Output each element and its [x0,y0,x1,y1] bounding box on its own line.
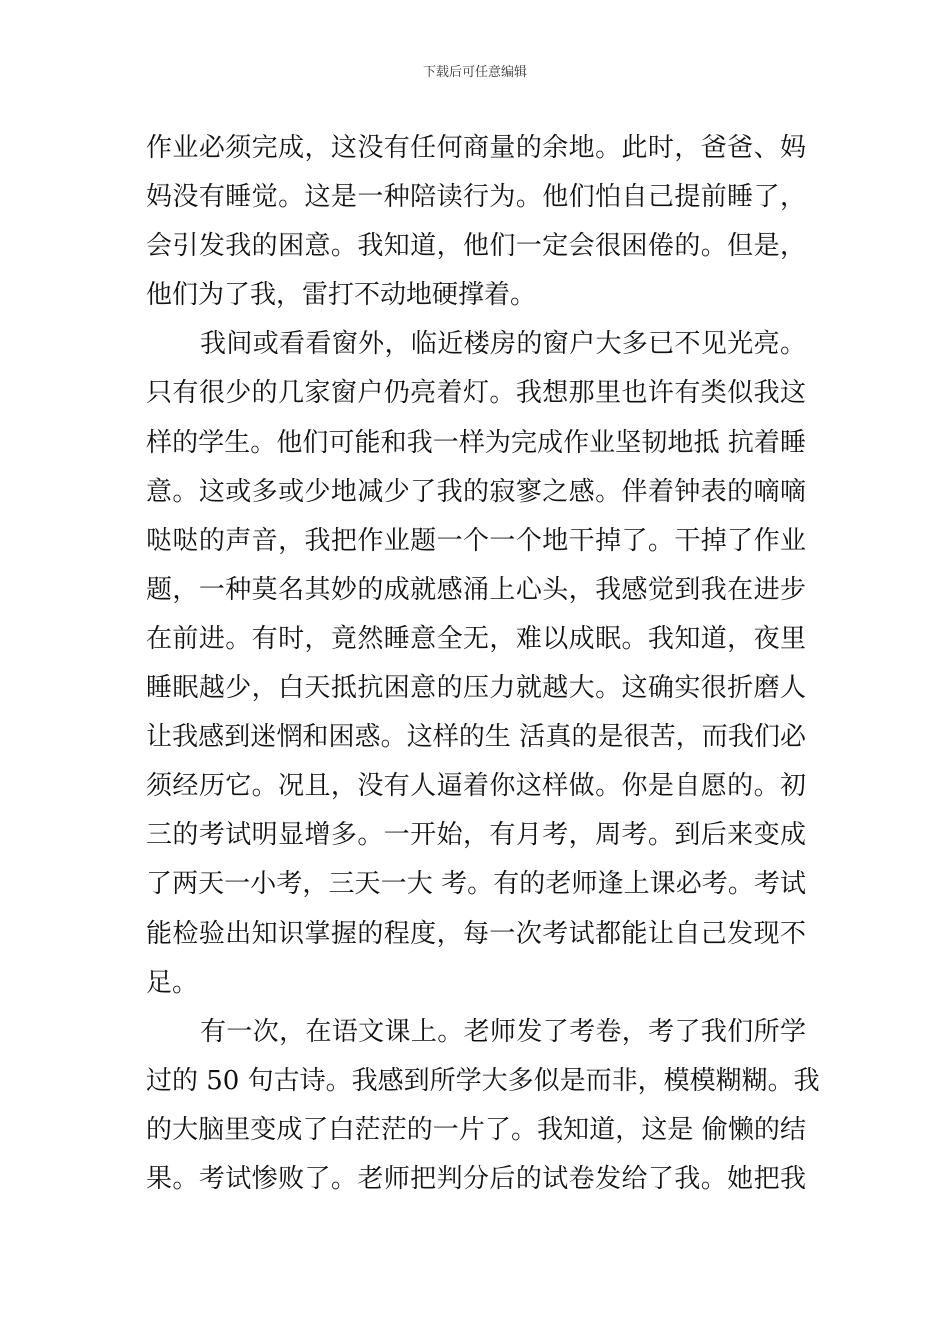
text-line: 三的考试明显增多。一开始，有月考，周考。到后来变成 [146,820,806,851]
text-line: 睡眠越少，白天抵抗困意的压力就越大。这确实很折磨人 [146,673,806,704]
text-line: 妈没有睡觉。这是一种陪读行为。他们怕自己提前睡了， [146,182,806,213]
paragraph-2 [146,320,806,1007]
text-line: 足。 [146,967,199,998]
paragraph-1 [146,124,806,320]
text-line: 了两天一小考，三天一大 考。有的老师逢上课必考。考试 [146,869,806,900]
text-line: 在前进。有时，竟然睡意全无，难以成眠。我知道，夜里 [146,623,806,654]
document-body [146,124,820,1204]
text-line: 的大脑里变成了白茫茫的一片了。我知道，这是 偷懒的结 [146,1114,806,1145]
text-line: 果。考试惨败了。老师把判分后的试卷发给了我。她把我 [146,1163,806,1194]
text-line: 样的学生。他们可能和我一样为完成作业坚韧地抵 抗着睡 [146,427,806,458]
page-header: 下载后可任意编辑 [422,65,527,80]
text-line: 我间或看看窗外，临近楼房的窗户大多已不见光亮。 [200,329,806,360]
text-line: 意。这或多或少地减少了我的寂寥之感。伴着钟表的嘀嘀 [146,476,806,507]
text-line: 能检验出知识掌握的程度，每一次考试都能让自己发现不 [146,918,806,949]
text-line: 须经历它。况且，没有人逼着你这样做。你是自愿的。初 [146,771,806,802]
text-line: 有一次，在语文课上。老师发了考卷，考了我们所学 [200,1016,806,1047]
text-line: 过的 50 句古诗。我感到所学大多似是而非，模模糊糊。我 [146,1065,820,1096]
text-line: 只有很少的几家窗户仍亮着灯。我想那里也许有类似我这 [146,378,806,409]
text-line: 作业必须完成，这没有任何商量的余地。此时，爸爸、妈 [146,133,806,163]
text-line: 他们为了我，雷打不动地硬撑着。 [146,280,537,311]
text-line: 会引发我的困意。我知道，他们一定会很困倦的。但是， [146,231,806,262]
paragraph-3 [146,1008,820,1204]
text-line: 哒哒的声音，我把作业题一个一个地干掉了。干掉了作业 [146,525,806,556]
text-line: 让我感到迷惘和困惑。这样的生 活真的是很苦，而我们必 [146,722,806,753]
text-line: 题，一种莫名其妙的成就感涌上心头，我感觉到我在进步 [146,574,806,605]
